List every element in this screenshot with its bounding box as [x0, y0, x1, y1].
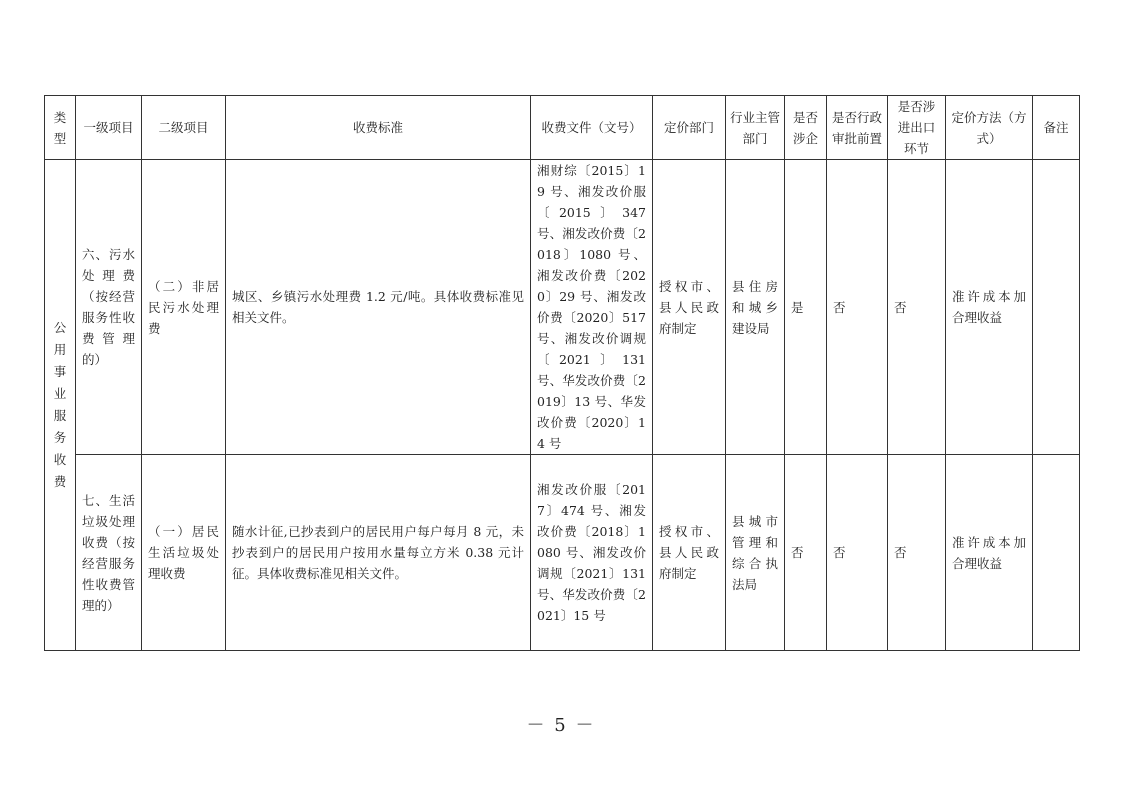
remark-cell	[1033, 455, 1080, 651]
table-row	[45, 160, 1080, 455]
table-header	[45, 96, 1080, 160]
industry-dept-cell: 县城市管理和综合执法局	[726, 455, 785, 651]
header-pricing-dept: 定价部门	[653, 96, 726, 160]
category-cell	[45, 160, 76, 651]
industry-dept-cell: 县住房和城乡建设局	[726, 160, 785, 455]
method-cell: 准许成本加合理收益	[946, 455, 1033, 651]
header-remark: 备注	[1033, 96, 1080, 160]
level1-cell: 七、生活垃圾处理收费（按经营服务性收费管理的）	[76, 455, 142, 651]
enterprise-cell: 是	[785, 160, 827, 455]
header-method: 定价方法（方式）	[946, 96, 1033, 160]
header-industry-dept: 行业主管部门	[726, 96, 785, 160]
import-export-cell: 否	[888, 160, 946, 455]
standard-cell: 随水计征,已抄表到户的居民用户每户每月 8 元，未抄表到户的居民用户按用水量每立方米 0.38 元计征。具体收费标准见相关文件。	[226, 455, 531, 651]
header-enterprise: 是否涉企	[785, 96, 827, 160]
header-level1: 一级项目	[76, 96, 142, 160]
header-standard: 收费标准	[226, 96, 531, 160]
method-cell: 准许成本加合理收益	[946, 160, 1033, 455]
header-document: 收费文件（文号）	[531, 96, 653, 160]
header-level2: 二级项目	[142, 96, 226, 160]
header-type: 类型	[45, 96, 76, 160]
document-cell: 湘发改价服〔2017〕474 号、湘发改价费〔2018〕1080 号、湘发改价调规〔2021〕131 号、华发改价费〔2021〕15 号	[531, 455, 653, 651]
header-import-export: 是否涉进出口环节	[888, 96, 946, 160]
category-label: 公用事业服务收费	[53, 320, 67, 489]
remark-cell	[1033, 160, 1080, 455]
approval-cell: 否	[827, 455, 888, 651]
header-approval: 是否行政审批前置	[827, 96, 888, 160]
page-number: － 5 －	[526, 715, 596, 736]
enterprise-cell: 否	[785, 455, 827, 651]
import-export-cell: 否	[888, 455, 946, 651]
standard-cell: 城区、乡镇污水处理费 1.2 元/吨。具体收费标准见相关文件。	[226, 160, 531, 455]
level2-cell: （二）非居民污水处理费	[142, 160, 226, 455]
fee-table	[44, 95, 1080, 651]
table-row	[45, 455, 1080, 651]
pricing-dept-cell: 授权市、县人民政府制定	[653, 455, 726, 651]
pricing-dept-cell: 授权市、县人民政府制定	[653, 160, 726, 455]
document-cell: 湘财综〔2015〕19 号、湘发改价服〔2015〕347 号、湘发改价费〔2018〕1080 号、湘发改价费〔2020〕29 号、湘发改价费〔2020〕517 号、湘发改价调规〔2021〕131 号、华发改价费〔2019〕13 号、华发改价费〔2020〕14 号	[531, 160, 653, 455]
approval-cell: 否	[827, 160, 888, 455]
level1-cell: 六、污水处理费（按经营服务性收费管理的）	[76, 160, 142, 455]
level2-cell: （一）居民生活垃圾处理收费	[142, 455, 226, 651]
